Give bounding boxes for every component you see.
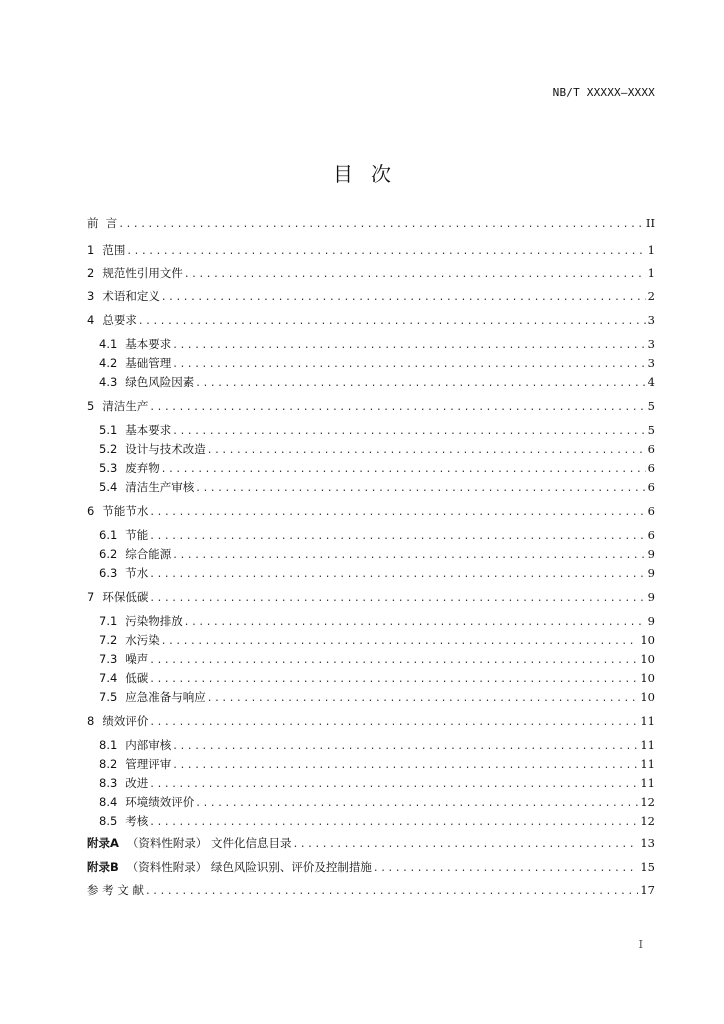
toc-leader (294, 834, 639, 852)
toc-entry-page: 11 (640, 776, 655, 790)
toc-leader (150, 588, 645, 606)
toc-leader (173, 335, 645, 353)
toc-entry-number: 1 (87, 243, 95, 257)
toc-entry-page: 10 (640, 690, 655, 704)
toc-entry[interactable] (87, 214, 655, 232)
toc-entry-number: 5.3 (99, 461, 118, 475)
toc-entry-text: 节水 (125, 566, 149, 580)
toc-entry-page: 9 (647, 590, 655, 604)
toc-entry-number: 7.1 (99, 614, 118, 628)
toc-entry-page: 6 (647, 504, 655, 518)
toc-entry-page: II (645, 216, 655, 230)
toc-entry-number: 7.5 (99, 690, 118, 704)
toc-leader (185, 264, 646, 282)
toc-entry-page: 6 (647, 528, 655, 542)
toc-leader (196, 373, 645, 391)
toc-entry[interactable] (99, 335, 655, 353)
toc-leader (173, 354, 645, 372)
toc-entry-number: 4 (87, 313, 95, 327)
toc-entry-text: 改进 (125, 776, 149, 790)
toc-entry[interactable] (87, 287, 655, 305)
toc-entry-page: 4 (647, 375, 655, 389)
toc-entry[interactable] (99, 459, 655, 477)
toc-entry-number: 8.5 (99, 814, 118, 828)
toc-entry[interactable] (87, 712, 655, 730)
toc-entry-number: 3 (87, 289, 95, 303)
toc-entry-text: 水污染 (125, 633, 160, 647)
page-number: I (638, 938, 643, 951)
toc-entry-text: 应急准备与响应 (125, 690, 206, 704)
toc-entry[interactable] (99, 631, 655, 649)
toc-entry-page: 6 (647, 480, 655, 494)
toc-entry-number: 7 (87, 590, 95, 604)
toc-entry-number: 6.3 (99, 566, 118, 580)
toc-entry-page: 12 (640, 795, 655, 809)
toc-entry-number: 7.3 (99, 652, 118, 666)
toc-entry-number: 4.3 (99, 375, 118, 389)
toc-entry-number: 附录B (87, 860, 119, 874)
toc-entry[interactable] (99, 812, 655, 830)
toc-entry[interactable] (99, 354, 655, 372)
toc-entry-page: 15 (640, 860, 655, 874)
toc-entry-number: 8.1 (99, 738, 118, 752)
toc-entry-number: 6 (87, 504, 95, 518)
toc-entry-text: 基本要求 (125, 423, 172, 437)
toc-entry-number: 7.4 (99, 671, 118, 685)
toc-entry-text: 废弃物 (125, 461, 160, 475)
toc-entry-number: 8.3 (99, 776, 118, 790)
toc-entry-page: 2 (647, 289, 655, 303)
toc-entry[interactable] (99, 545, 655, 563)
toc-leader (196, 478, 645, 496)
toc-entry-text: 总要求 (102, 313, 137, 327)
toc-leader (119, 214, 644, 232)
toc-entry[interactable] (99, 669, 655, 687)
toc-leader (173, 755, 638, 773)
toc-leader (374, 858, 638, 876)
toc-leader (150, 774, 638, 792)
toc-entry-text: 管理评审 (125, 757, 172, 771)
toc-entry[interactable] (99, 373, 655, 391)
toc-entry-page: 13 (640, 836, 655, 850)
toc-entry-page: 5 (647, 399, 655, 413)
toc-entry-text: 绿色风险因素 (125, 375, 195, 389)
toc-entry[interactable] (99, 564, 655, 582)
toc-entry[interactable] (87, 311, 655, 329)
page-title: 目次 (333, 162, 409, 186)
toc-entry-text: 前 言 (87, 216, 118, 230)
toc-entry-number: 8.2 (99, 757, 118, 771)
toc-entry-text: 低碳 (125, 671, 149, 685)
toc-entry-text: 节能 (125, 528, 149, 542)
toc-leader (162, 459, 646, 477)
toc-entry-text: 考核 (125, 814, 149, 828)
toc-entry-page: 9 (647, 547, 655, 561)
toc-entry-page: 5 (647, 423, 655, 437)
toc-entry[interactable] (99, 736, 655, 754)
toc-entry-page: 12 (640, 814, 655, 828)
toc-entry-text: 环境绩效评价 (125, 795, 195, 809)
toc-entry-text: 清洁生产 (102, 399, 149, 413)
toc-entry-number: 7.2 (99, 633, 118, 647)
toc-entry-page: 6 (647, 461, 655, 475)
toc-entry-text: 清洁生产审核 (125, 480, 195, 494)
toc-entry[interactable] (87, 858, 655, 876)
toc-entry-page: 3 (647, 356, 655, 370)
toc-leader (150, 812, 638, 830)
toc-entry-text: 设计与技术改造 (125, 442, 206, 456)
toc-entry-text: （资料性附录） 文件化信息目录 (126, 836, 292, 850)
toc-entry-number: 附录A (87, 836, 119, 850)
toc-entry-text: 节能节水 (102, 504, 149, 518)
toc-leader (146, 881, 638, 899)
toc-entry-page: 11 (640, 757, 655, 771)
toc-leader (150, 650, 638, 668)
toc-entry-text: 污染物排放 (125, 614, 183, 628)
toc-entry-number: 4.2 (99, 356, 118, 370)
toc-entry-page: 6 (647, 442, 655, 456)
toc-entry-number: 8 (87, 714, 95, 728)
toc-leader (173, 421, 645, 439)
toc-leader (185, 612, 646, 630)
toc-entry-text: 环保低碳 (102, 590, 149, 604)
toc-entry[interactable] (99, 774, 655, 792)
toc-entry[interactable] (99, 755, 655, 773)
toc-entry-number: 4.1 (99, 337, 118, 351)
toc-entry-text: 基础管理 (125, 356, 172, 370)
toc-entry[interactable] (99, 421, 655, 439)
toc-entry-text: （资料性附录） 绿色风险识别、评价及控制措施 (126, 860, 372, 874)
toc-entry[interactable] (87, 241, 655, 259)
toc-entry-text: 噪声 (125, 652, 149, 666)
toc-entry-page: 3 (647, 337, 655, 351)
toc-leader (127, 241, 645, 259)
toc-leader (162, 287, 646, 305)
toc-entry-page: 3 (647, 313, 655, 327)
toc-leader (173, 736, 638, 754)
toc-entry[interactable] (87, 502, 655, 520)
toc-entry-page: 1 (647, 243, 655, 257)
toc-entry-page: 11 (640, 714, 655, 728)
toc-entry-page: 1 (647, 266, 655, 280)
toc-entry[interactable] (99, 688, 655, 706)
toc-entry-page: 9 (647, 566, 655, 580)
toc-entry[interactable] (99, 526, 655, 544)
toc-entry-page: 9 (647, 614, 655, 628)
toc-leader (150, 669, 638, 687)
toc-leader (150, 526, 645, 544)
toc-entry-text: 综合能源 (125, 547, 172, 561)
toc-leader (150, 564, 645, 582)
toc-entry-number: 6.1 (99, 528, 118, 542)
toc-entry-number: 8.4 (99, 795, 118, 809)
toc-entry-page: 10 (640, 671, 655, 685)
toc-leader (208, 440, 646, 458)
toc-entry-text: 绩效评价 (102, 714, 149, 728)
toc-entry-number: 5.4 (99, 480, 118, 494)
toc-leader (162, 631, 639, 649)
toc-entry-page: 17 (640, 883, 655, 897)
toc-entry[interactable] (99, 478, 655, 496)
toc-entry[interactable] (99, 793, 655, 811)
toc-entry-text: 规范性引用文件 (102, 266, 183, 280)
toc-entry-text: 内部审核 (125, 738, 172, 752)
toc-entry-text: 范围 (102, 243, 126, 257)
toc-leader (150, 397, 645, 415)
toc-entry-text: 术语和定义 (102, 289, 160, 303)
toc-entry[interactable] (99, 612, 655, 630)
toc-leader (150, 712, 638, 730)
toc-entry[interactable] (87, 264, 655, 282)
toc-entry[interactable] (87, 834, 655, 852)
toc-entry-page: 10 (640, 633, 655, 647)
toc-entry-page: 10 (640, 652, 655, 666)
toc-entry-page: 11 (640, 738, 655, 752)
toc-entry[interactable] (99, 440, 655, 458)
toc-leader (139, 311, 646, 329)
toc-entry-text: 参 考 文 献 (87, 883, 144, 897)
toc-entry-number: 5.1 (99, 423, 118, 437)
toc-entry-number: 2 (87, 266, 95, 280)
toc-entry[interactable] (87, 588, 655, 606)
document-code-header: NB/T XXXXX—XXXX (552, 86, 655, 99)
toc-entry[interactable] (87, 397, 655, 415)
toc-leader (150, 502, 645, 520)
toc-entry[interactable] (99, 650, 655, 668)
toc-entry-number: 6.2 (99, 547, 118, 561)
toc-entry-number: 5.2 (99, 442, 118, 456)
toc-entry[interactable] (87, 881, 655, 899)
toc-entry-text: 基本要求 (125, 337, 172, 351)
toc-entry-number: 5 (87, 399, 95, 413)
toc-leader (208, 688, 639, 706)
toc-leader (196, 793, 638, 811)
toc-leader (173, 545, 645, 563)
